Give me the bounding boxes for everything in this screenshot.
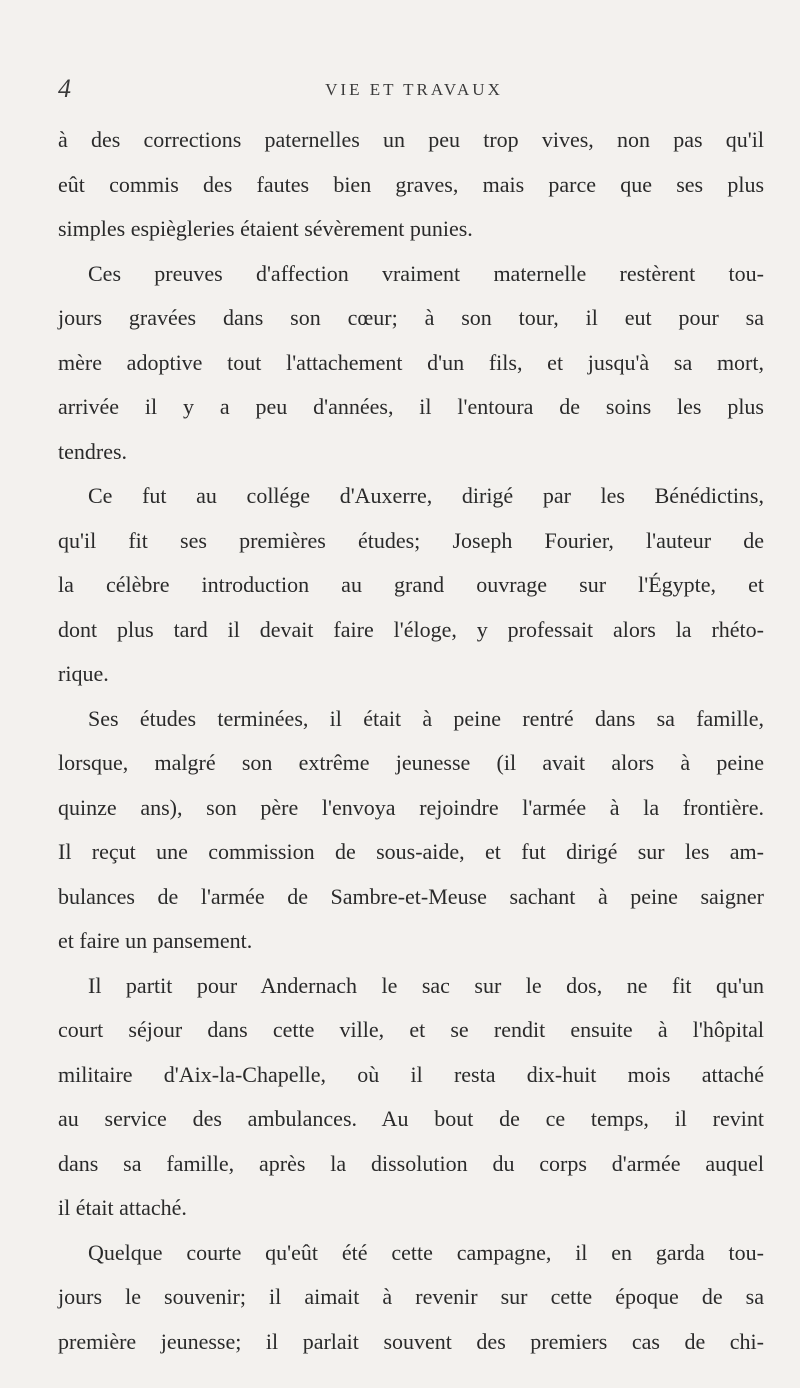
text-line: militaire d'Aix-la-Chapelle, où il resta dix-huit mois attaché [58, 1061, 764, 1087]
text-line: Il partit pour Andernach le sac sur le dos, ne fit qu'un [88, 972, 764, 998]
text-line: Ces preuves d'affection vraiment maternelle restèrent tou- [88, 260, 764, 286]
text-line: il était attaché. [58, 1195, 187, 1220]
text-line: bulances de l'armée de Sambre-et-Meuse sachant à peine saigner [58, 883, 764, 909]
text-line: et faire un pansement. [58, 928, 253, 953]
text-line: la célèbre introduction au grand ouvrage sur l'Égypte, et [58, 572, 764, 597]
text-line: à des corrections paternelles un peu trop vives, non pas qu'il [58, 127, 764, 152]
text-line: dans sa famille, après la dissolution du corps d'armée auquel [58, 1150, 764, 1176]
text-line: Quelque courte qu'eût été cette campagne, il en garda tou- [88, 1239, 764, 1265]
text-line: arrivée il y a peu d'années, il l'entoura de soins les plus [58, 394, 764, 419]
page-number: 4 [58, 74, 71, 103]
text-line: court séjour dans cette ville, et se rendit ensuite à l'hôpital [58, 1017, 764, 1042]
text-line: Ses études terminées, il était à peine rentré dans sa famille, [88, 705, 764, 731]
text-line: première jeunesse; il parlait souvent des premiers cas de chi- [58, 1328, 764, 1354]
text-line: jours gravées dans son cœur; à son tour, il eut pour sa [58, 305, 764, 330]
running-head: VIE ET TRAVAUX [325, 80, 503, 99]
text-line: au service des ambulances. Au bout de ce temps, il revint [58, 1106, 764, 1131]
text-line: quinze ans), son père l'envoya rejoindre l'armée à la frontière. [58, 794, 764, 820]
text-line: simples espiègleries étaient sévèrement punies. [58, 216, 473, 241]
text-line: Il reçut une commission de sous-aide, et fut dirigé sur les am- [58, 839, 764, 864]
text-line: rique. [58, 661, 109, 686]
text-line: jours le souvenir; il aimait à revenir sur cette époque de sa [58, 1284, 764, 1309]
text-line: tendres. [58, 438, 128, 464]
text-line: dont plus tard il devait faire l'éloge, y professait alors la rhéto- [58, 616, 764, 642]
text-line: lorsque, malgré son extrême jeunesse (il avait alors à peine [58, 750, 764, 775]
body-text [58, 118, 764, 1364]
text-line: Ce fut au collége d'Auxerre, dirigé par les Bénédictins, [88, 483, 764, 508]
page-header [58, 74, 770, 110]
text-line: mère adoptive tout l'attachement d'un fils, et jusqu'à sa mort, [58, 349, 764, 375]
text-line: eût commis des fautes bien graves, mais parce que ses plus [58, 171, 764, 197]
text-line: qu'il fit ses premières études; Joseph Fourier, l'auteur de [58, 527, 764, 553]
